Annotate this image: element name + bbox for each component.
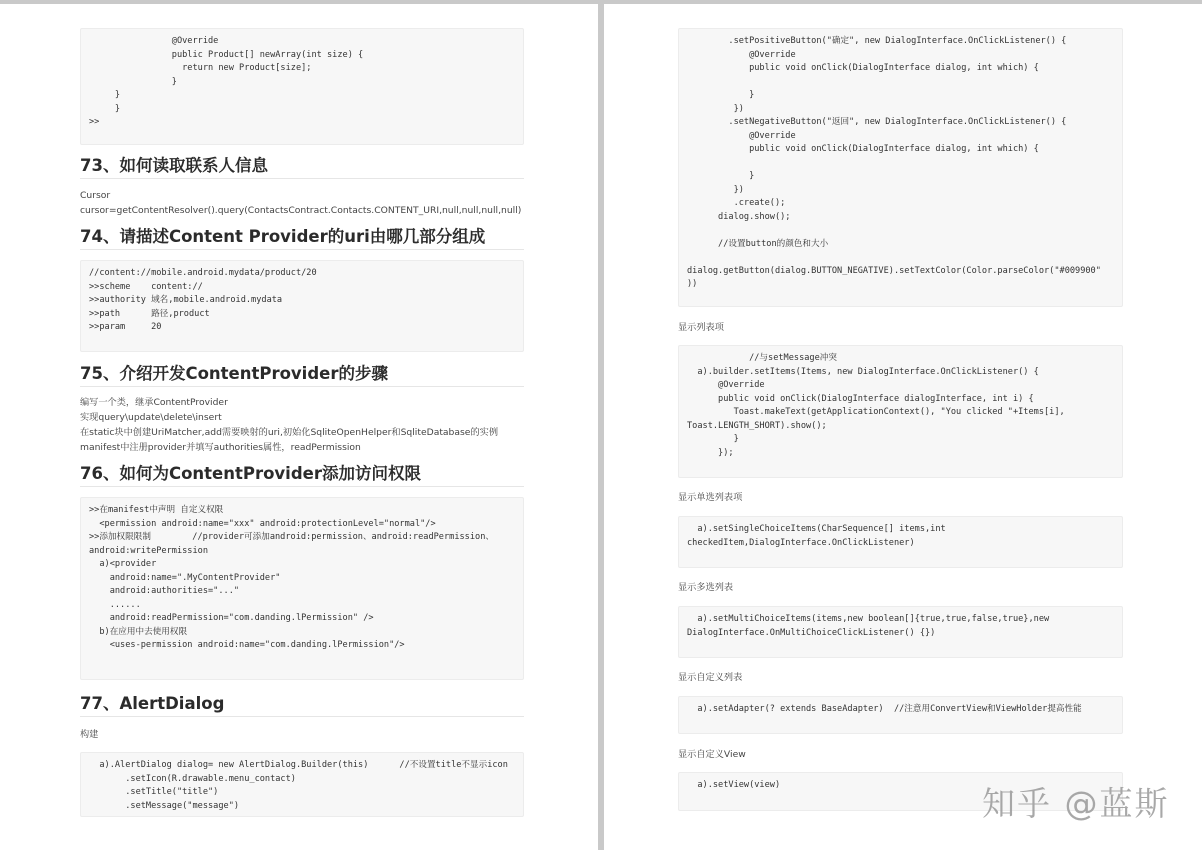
code-line: } — [89, 76, 177, 87]
code-line: dialog.show(); — [687, 211, 791, 222]
code-line: android:authorities="..." — [89, 586, 240, 596]
text-line: 编写一个类，继承ContentProvider — [80, 397, 228, 408]
code-line: @Override — [687, 380, 765, 390]
text-line: 显示多选列表 — [678, 582, 734, 593]
code-block — [678, 345, 1123, 478]
code-line: //content://mobile.android.mydata/product/20 — [89, 268, 317, 278]
text-line: 构建 — [80, 729, 99, 740]
code-line: >>添加权限限制 //provider可添加android:permission、android:readPermission、 — [89, 532, 494, 542]
code-line: >>path 路径,product — [89, 308, 210, 319]
code-line: android:writePermission — [89, 545, 208, 556]
code-line: a).setMultiChoiceItems(items,new boolean[]{true,true,false,true},new — [687, 614, 1050, 624]
text-line: 实现query\update\delete\insert — [80, 412, 222, 423]
section-heading: 76、如何为ContentProvider添加访问权限 — [80, 463, 524, 487]
code-line: //设置button的颜色和大小 — [687, 238, 829, 249]
code-line: } — [687, 434, 739, 444]
code-line: @Override — [687, 49, 796, 60]
paragraph — [678, 670, 1123, 685]
code-line: } — [687, 90, 755, 100]
code-line: } — [89, 90, 121, 100]
code-line: }); — [687, 447, 734, 458]
watermark: 知乎 @蓝斯 — [982, 784, 1170, 823]
text-line: 在static块中创建UriMatcher,add需要映射的uri,初始化SqliteOpenHelper和SqliteDatabase的实例 — [80, 427, 499, 438]
code-line: >>param 20 — [89, 322, 162, 332]
code-line: <permission android:name="xxx" android:protectionLevel="normal"/> — [89, 518, 436, 529]
paragraph — [678, 490, 1123, 505]
code-line: public void onClick(DialogInterface dialog, int which) { — [687, 63, 1039, 73]
code-line — [687, 157, 1114, 171]
section-heading: 74、请描述Content Provider的uri由哪几部分组成 — [80, 226, 524, 250]
code-line: } — [687, 171, 755, 181]
code-block — [678, 516, 1123, 568]
paragraph — [678, 580, 1123, 595]
text-line: 显示自定义View — [678, 749, 746, 760]
code-line: .setMessage("message") — [89, 800, 240, 811]
code-block — [678, 606, 1123, 658]
text-line: 显示列表项 — [678, 322, 724, 333]
code-line: android:readPermission="com.danding.lPermission" /> — [89, 613, 374, 623]
code-line: public Product[] newArray(int size) { — [89, 49, 364, 60]
paragraph — [80, 395, 524, 455]
code-line: a).setAdapter(? extends BaseAdapter) //注意用ConvertView和ViewHolder提高性能 — [687, 704, 1082, 714]
document-page-left — [0, 4, 598, 850]
code-line: <uses-permission android:name="com.danding.lPermission"/> — [89, 640, 405, 650]
code-line: @Override — [687, 130, 796, 141]
code-line: b)在应用中去使用权限 — [89, 626, 188, 637]
code-line: public void onClick(DialogInterface dialogInterface, int i) { — [687, 393, 1034, 404]
code-block — [80, 497, 524, 680]
code-line: >>在manifest中声明 自定义权限 — [89, 505, 224, 515]
text-line: 显示自定义列表 — [678, 672, 743, 683]
code-line: //与setMessage冲突 — [687, 353, 837, 363]
section-heading: 73、如何读取联系人信息 — [80, 155, 524, 179]
code-line — [687, 76, 1114, 90]
code-line: a).setView(view) — [687, 780, 781, 790]
code-line: ...... — [89, 599, 141, 610]
code-block — [80, 28, 524, 145]
section-heading: 75、介绍开发ContentProvider的步骤 — [80, 363, 524, 387]
text-line: Cursor — [80, 190, 111, 201]
code-line: >>authority 域名,mobile.android.mydata — [89, 295, 283, 305]
code-block — [678, 28, 1123, 307]
code-line — [687, 224, 1114, 238]
code-line: dialog.getButton(dialog.BUTTON_NEGATIVE).setTextColor(Color.parseColor("#009900" — [687, 265, 1101, 276]
code-line: .setIcon(R.drawable.menu_contact) — [89, 773, 296, 784]
code-line: a).builder.setItems(Items, new DialogInterface.OnClickListener() { — [687, 366, 1039, 377]
code-line: }) — [687, 103, 744, 114]
code-line: DialogInterface.OnMultiChoiceClickListener() {}) — [687, 627, 936, 638]
code-line: }) — [687, 184, 744, 195]
text-line: 显示单选列表项 — [678, 492, 743, 503]
paragraph — [678, 320, 1123, 335]
paragraph — [678, 747, 1123, 762]
code-line: android:name=".MyContentProvider" — [89, 572, 281, 583]
code-line: .setPositiveButton("确定", new DialogInterface.OnClickListener() { — [687, 36, 1067, 46]
text-line: cursor=getContentResolver().query(ContactsContract.Contacts.CONTENT_URI,null,null,null,null) — [80, 205, 522, 216]
code-line: a).setSingleChoiceItems(CharSequence[] items,int — [687, 524, 946, 534]
code-block — [678, 696, 1123, 734]
code-line: )) — [687, 279, 698, 289]
code-line: >> — [89, 117, 100, 127]
code-line: Toast.makeText(getApplicationContext(), "You clicked "+Items[i], — [687, 407, 1065, 417]
paragraph — [80, 188, 524, 218]
document-page-right — [604, 4, 1202, 850]
code-line: >>scheme content:// — [89, 281, 203, 292]
code-line: a).AlertDialog dialog= new AlertDialog.Builder(this) //不设置title不显示icon — [89, 760, 508, 770]
code-line: return new Product[size]; — [89, 63, 312, 73]
code-line: @Override — [89, 36, 219, 46]
code-block — [80, 260, 524, 352]
code-line: checkedItem,DialogInterface.OnClickListener) — [687, 537, 915, 548]
code-line: } — [89, 103, 121, 114]
code-line: .setTitle("title") — [89, 787, 219, 797]
code-line: a)<provider — [89, 559, 157, 569]
code-block — [80, 752, 524, 817]
code-line: public void onClick(DialogInterface dialog, int which) { — [687, 144, 1039, 154]
paragraph — [80, 727, 524, 742]
section-heading: 77、AlertDialog — [80, 693, 524, 717]
code-line: Toast.LENGTH_SHORT).show(); — [687, 420, 827, 431]
code-line: .create(); — [687, 198, 786, 208]
text-line: manifest中注册provider并填写authorities属性，readPermission — [80, 442, 361, 453]
code-line: .setNegativeButton("返回", new DialogInterface.OnClickListener() { — [687, 117, 1067, 127]
code-line — [687, 251, 1114, 265]
